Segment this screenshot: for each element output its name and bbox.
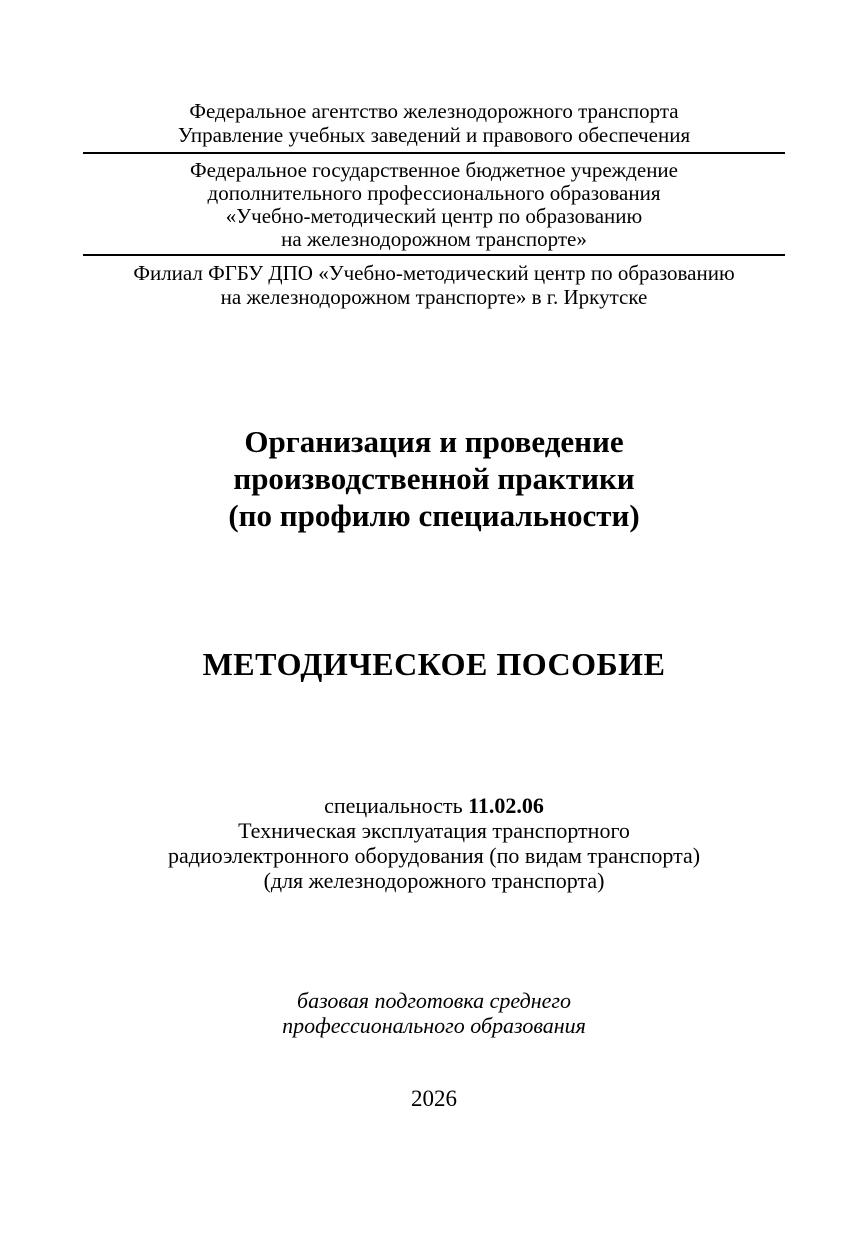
- document-title-line: (по профилю специальности): [228, 498, 640, 533]
- program-level-line: профессионального образования: [282, 1013, 586, 1038]
- document-title: [83, 423, 785, 534]
- header-branch-block: [83, 261, 785, 309]
- header-institution-line: на железнодорожном транспорте»: [281, 227, 587, 251]
- header-agency-line: Федеральное агентство железнодорожного транспорта: [189, 99, 679, 123]
- specialty-name-line: (для железнодорожного транспорта): [263, 868, 605, 893]
- specialty-label: специальность: [324, 793, 463, 818]
- specialty-block: [83, 793, 785, 893]
- header-branch-line: Филиал ФГБУ ДПО «Учебно-методический центр по образованию: [133, 261, 735, 285]
- document-title-line: Организация и проведение: [244, 424, 624, 459]
- specialty-name-line: радиоэлектронного оборудования (по видам транспорта): [167, 843, 701, 868]
- header-branch-line: на железнодорожном транспорте» в г. Иркутске: [220, 285, 648, 309]
- specialty-name-line: Техническая эксплуатация транспортного: [238, 818, 630, 843]
- program-level-block: [83, 988, 785, 1038]
- specialty-code: 11.02.06: [468, 793, 544, 818]
- program-level-line: базовая подготовка среднего: [297, 988, 571, 1013]
- header-institution-line: «Учебно-методический центр по образованию: [225, 204, 643, 228]
- divider-line-top: [83, 152, 785, 154]
- document-title-line: производственной практики: [233, 461, 635, 496]
- header-institution-line: Федеральное государственное бюджетное учреждение: [189, 158, 678, 182]
- header-agency-line: Управление учебных заведений и правового обеспечения: [177, 123, 691, 147]
- document-subtitle: МЕТОДИЧЕСКОЕ ПОСОБИЕ: [202, 646, 666, 682]
- header-institution-block: [83, 159, 785, 251]
- divider-line-bottom: [83, 254, 785, 256]
- specialty-code-line: [83, 793, 785, 818]
- publication-year: 2026: [411, 1086, 457, 1111]
- header-institution-line: дополнительного профессионального образования: [207, 181, 661, 205]
- header-agency-block: [83, 99, 785, 147]
